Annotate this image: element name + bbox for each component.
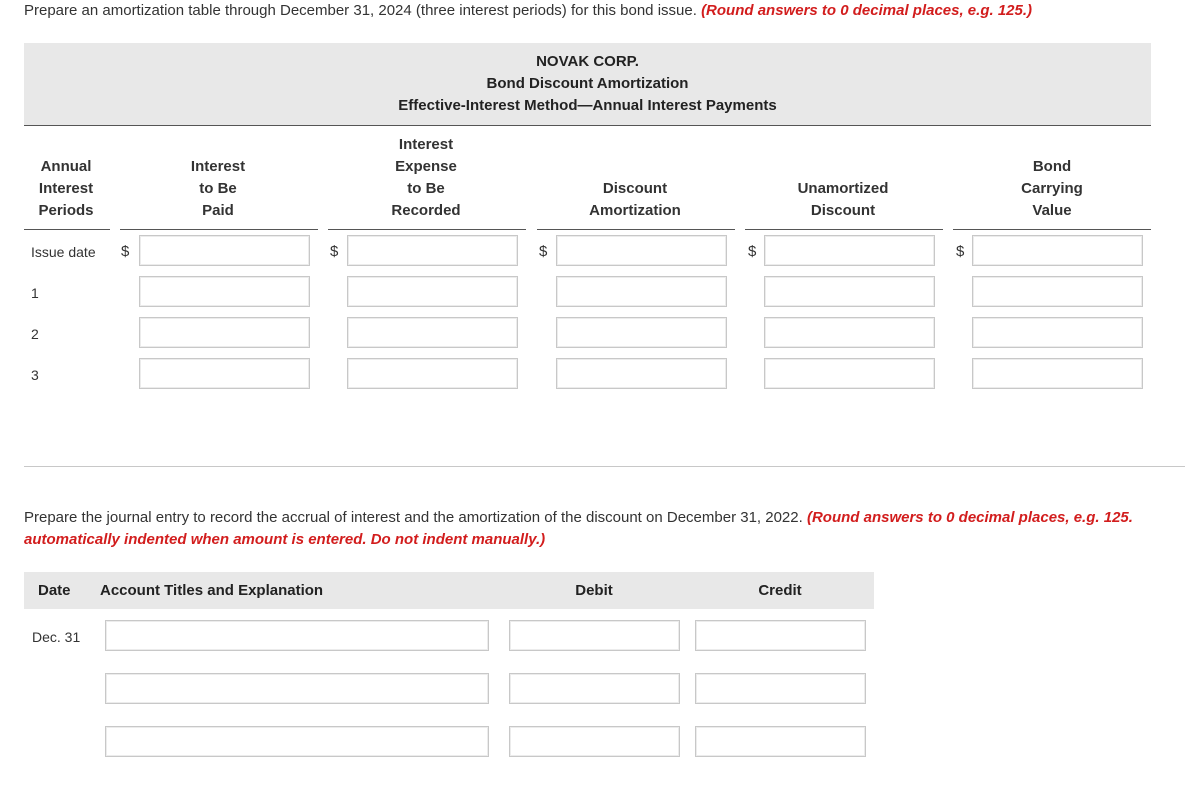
period-1-interest-expense-input[interactable] xyxy=(347,276,518,307)
currency-symbol: $ xyxy=(121,243,130,260)
header-line: Carrying xyxy=(1021,180,1083,197)
issue-date-interest-expense-input[interactable] xyxy=(347,235,518,266)
header-line: Expense xyxy=(395,158,457,175)
header-line: Unamortized xyxy=(797,180,889,197)
header-line: Interest xyxy=(398,136,454,153)
header-underline xyxy=(953,229,1151,230)
journal-row-2-account-input[interactable] xyxy=(105,673,489,704)
row-label-period-2: 2 xyxy=(31,326,39,342)
issue-date-interest-paid-input[interactable] xyxy=(139,235,310,266)
rounding-note: (Round answers to 0 decimal places, e.g. 125. xyxy=(806,509,1133,526)
header-underline xyxy=(537,229,735,230)
period-3-discount-amortization-input[interactable] xyxy=(556,358,727,389)
journal-row-2-debit-input[interactable] xyxy=(509,673,680,704)
period-2-interest-expense-input[interactable] xyxy=(347,317,518,348)
header-line: Annual xyxy=(40,158,92,175)
journal-row-1-account-input[interactable] xyxy=(105,620,489,651)
issue-date-discount-amortization-input[interactable] xyxy=(556,235,727,266)
row-label-issue-date: Issue date xyxy=(31,244,96,260)
period-1-unamortized-discount-input[interactable] xyxy=(764,276,935,307)
column-header-discount-amortization xyxy=(545,178,725,222)
header-underline xyxy=(24,229,110,230)
instruction-part2 xyxy=(24,509,1133,526)
column-header-interest-expense xyxy=(336,134,516,222)
period-3-interest-expense-input[interactable] xyxy=(347,358,518,389)
header-underline xyxy=(745,229,943,230)
issue-date-unamortized-discount-input[interactable] xyxy=(764,235,935,266)
period-2-unamortized-discount-input[interactable] xyxy=(764,317,935,348)
header-line: Discount xyxy=(810,202,876,219)
journal-header-debit: Debit xyxy=(575,582,613,599)
instruction-part1 xyxy=(24,2,1032,19)
indent-note: automatically indented when amount is entered. Do not indent manually.) xyxy=(24,531,546,548)
section-divider xyxy=(24,466,1185,467)
period-3-carrying-value-input[interactable] xyxy=(972,358,1143,389)
header-line: Paid xyxy=(202,202,234,219)
period-2-carrying-value-input[interactable] xyxy=(972,317,1143,348)
currency-symbol: $ xyxy=(956,243,965,260)
company-name: NOVAK CORP. xyxy=(536,53,639,70)
header-line: Bond xyxy=(1032,158,1072,175)
header-line: Interest xyxy=(190,158,246,175)
amortization-table-header xyxy=(24,43,1151,126)
column-header-carrying-value xyxy=(962,156,1142,222)
period-2-discount-amortization-input[interactable] xyxy=(556,317,727,348)
header-underline xyxy=(328,229,526,230)
column-header-periods xyxy=(24,156,108,222)
header-line: Periods xyxy=(38,202,94,219)
journal-header-date: Date xyxy=(38,582,71,599)
period-1-discount-amortization-input[interactable] xyxy=(556,276,727,307)
currency-symbol: $ xyxy=(539,243,548,260)
journal-row-1-credit-input[interactable] xyxy=(695,620,866,651)
journal-row-3-credit-input[interactable] xyxy=(695,726,866,757)
journal-date: Dec. 31 xyxy=(32,629,81,645)
period-1-interest-paid-input[interactable] xyxy=(139,276,310,307)
row-label-period-3: 3 xyxy=(31,367,39,383)
period-1-carrying-value-input[interactable] xyxy=(972,276,1143,307)
table-title: Bond Discount Amortization xyxy=(486,75,689,92)
period-3-interest-paid-input[interactable] xyxy=(139,358,310,389)
column-header-unamortized-discount xyxy=(753,178,933,222)
issue-date-carrying-value-input[interactable] xyxy=(972,235,1143,266)
header-line: to Be xyxy=(407,180,445,197)
journal-row-3-account-input[interactable] xyxy=(105,726,489,757)
rounding-note: (Round answers to 0 decimal places, e.g. 125.) xyxy=(701,2,1033,19)
table-subtitle: Effective-Interest Method—Annual Interest Payments xyxy=(398,97,777,114)
header-line: Value xyxy=(1032,202,1072,219)
period-3-unamortized-discount-input[interactable] xyxy=(764,358,935,389)
journal-row-1-debit-input[interactable] xyxy=(509,620,680,651)
instruction-text: Prepare the journal entry to record the accrual of interest and the amortization of the discount on December 31, 2022. xyxy=(24,509,803,526)
header-line: Recorded xyxy=(391,202,461,219)
journal-row-3-debit-input[interactable] xyxy=(509,726,680,757)
journal-header-credit: Credit xyxy=(758,582,802,599)
currency-symbol: $ xyxy=(330,243,339,260)
header-line: Amortization xyxy=(589,202,681,219)
journal-header-account: Account Titles and Explanation xyxy=(100,582,324,599)
currency-symbol: $ xyxy=(748,243,757,260)
header-line: to Be xyxy=(199,180,237,197)
header-underline xyxy=(120,229,318,230)
instruction-text: Prepare an amortization table through December 31, 2024 (three interest periods) for this bond issue. xyxy=(24,2,697,19)
row-label-period-1: 1 xyxy=(31,285,39,301)
period-2-interest-paid-input[interactable] xyxy=(139,317,310,348)
header-line: Interest xyxy=(38,180,94,197)
column-header-interest-paid xyxy=(128,156,308,222)
journal-row-2-credit-input[interactable] xyxy=(695,673,866,704)
header-line: Discount xyxy=(602,180,668,197)
